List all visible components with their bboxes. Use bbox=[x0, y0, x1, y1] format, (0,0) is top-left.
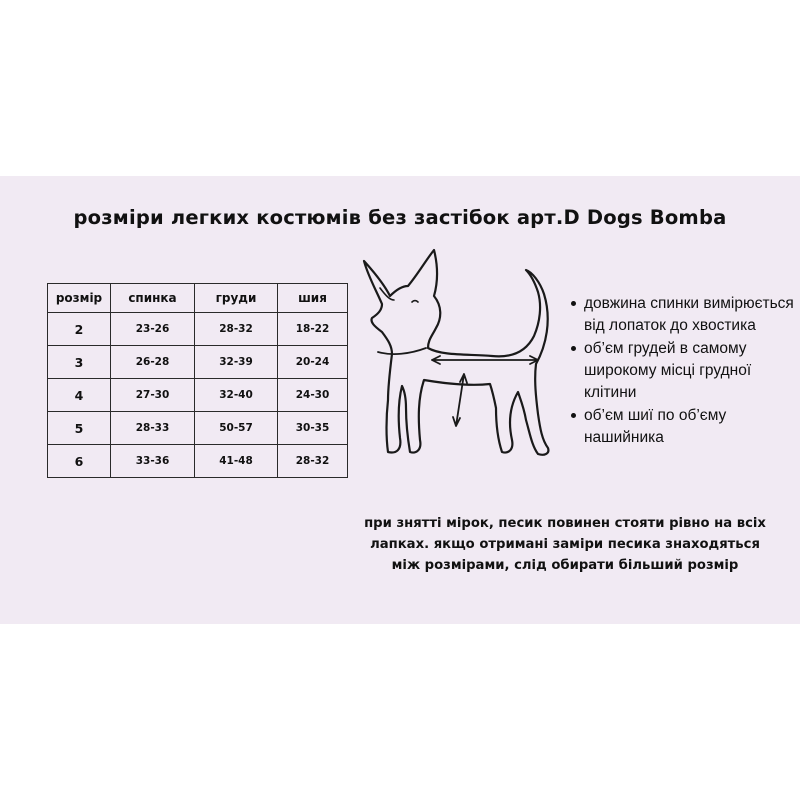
size-table bbox=[47, 283, 348, 478]
bullet-icon bbox=[571, 346, 576, 351]
table-row bbox=[48, 412, 348, 445]
cell-chest: 50-57 bbox=[195, 412, 278, 445]
cell-chest: 41-48 bbox=[195, 445, 278, 478]
cell-neck: 30-35 bbox=[278, 412, 348, 445]
cell-back: 27-30 bbox=[111, 379, 195, 412]
cell-back: 26-28 bbox=[111, 346, 195, 379]
table-header-row bbox=[48, 284, 348, 313]
cell-size: 5 bbox=[48, 412, 111, 445]
table-row bbox=[48, 313, 348, 346]
bullet-icon bbox=[571, 413, 576, 418]
size-chart-panel bbox=[0, 176, 800, 624]
page-title: розміри легких костюмів без застібок арт.D Dogs Bomba bbox=[73, 206, 727, 229]
cell-size: 3 bbox=[48, 346, 111, 379]
table-row bbox=[48, 379, 348, 412]
cell-neck: 20-24 bbox=[278, 346, 348, 379]
bullet-icon bbox=[571, 301, 576, 306]
cell-chest: 32-39 bbox=[195, 346, 278, 379]
cell-size: 4 bbox=[48, 379, 111, 412]
column-header-neck: шия bbox=[278, 284, 348, 313]
measurement-notes bbox=[570, 293, 798, 450]
table-row bbox=[48, 346, 348, 379]
cell-neck: 28-32 bbox=[278, 445, 348, 478]
chest-measure-arrow bbox=[453, 374, 467, 426]
cell-back: 33-36 bbox=[111, 445, 195, 478]
column-header-back: спинка bbox=[111, 284, 195, 313]
dog-eye bbox=[412, 301, 418, 303]
cell-chest: 32-40 bbox=[195, 379, 278, 412]
cell-neck: 24-30 bbox=[278, 379, 348, 412]
advice-line: лапках. якщо отримані заміри песика знаходяться bbox=[370, 537, 760, 552]
cell-size: 2 bbox=[48, 313, 111, 346]
column-header-chest: груди bbox=[195, 284, 278, 313]
note-chest-girth: об’єм грудей в самому широкому місці грудної клітини bbox=[570, 338, 798, 404]
advice-line: між розмірами, слід обирати більший розмір bbox=[391, 558, 739, 573]
note-neck-girth: об’єм шиї по об’єму нашийника bbox=[570, 405, 798, 449]
dog-outline-icon bbox=[352, 236, 562, 496]
table-row bbox=[48, 445, 348, 478]
cell-back: 23-26 bbox=[111, 313, 195, 346]
cell-chest: 28-32 bbox=[195, 313, 278, 346]
column-header-size: розмір bbox=[48, 284, 111, 313]
measuring-advice bbox=[340, 513, 790, 576]
cell-size: 6 bbox=[48, 445, 111, 478]
back-measure-arrow bbox=[432, 356, 538, 364]
cell-neck: 18-22 bbox=[278, 313, 348, 346]
note-back-length: довжина спинки вимірюється від лопаток до хвостика bbox=[570, 293, 798, 337]
cell-back: 28-33 bbox=[111, 412, 195, 445]
advice-line: при знятті мірок, песик повинен стояти рівно на всіх bbox=[364, 516, 766, 531]
collar-measure-line bbox=[378, 348, 426, 354]
